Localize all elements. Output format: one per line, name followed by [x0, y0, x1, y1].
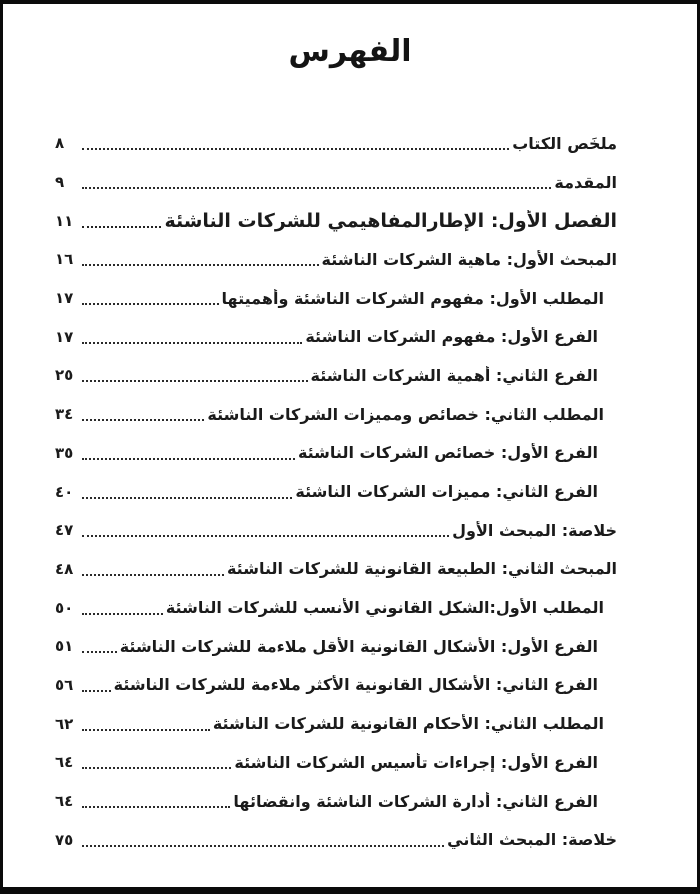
toc-entry	[55, 666, 617, 705]
toc-entry-page-number: ٥٠	[55, 598, 74, 617]
toc-entry-label: الفرع الأول: مفهوم الشركات الناشئة	[305, 327, 598, 347]
dot-leader	[82, 380, 308, 382]
toc-entry-page-number: ٣٤	[55, 405, 74, 424]
toc-entry-page-number: ٥١	[55, 637, 74, 656]
dot-leader	[82, 729, 210, 731]
dot-leader	[82, 226, 161, 228]
toc-entry-label: المطلب الأول: مفهوم الشركات الناشئة وأهميتها	[221, 288, 604, 308]
toc-entry-label: المطلب الثاني: الأحكام القانونية للشركات الناشئة	[212, 714, 604, 734]
toc-entry-label: الفرع الثاني: مميزات الشركات الناشئة	[295, 482, 598, 502]
toc-entry	[55, 820, 617, 859]
dot-leader	[82, 303, 219, 305]
toc-entry	[55, 472, 617, 511]
toc-entry	[55, 627, 617, 666]
toc-entry-page-number: ٦٢	[55, 714, 74, 733]
dot-leader	[82, 613, 163, 615]
toc-entry-page-number: ٦٤	[55, 792, 74, 811]
toc-entry-label: خلاصة: المبحث الأول	[452, 520, 617, 540]
dot-leader	[82, 497, 292, 499]
toc-entry	[55, 279, 617, 318]
toc-entry-page-number: ٥٦	[55, 675, 74, 694]
toc-entry	[55, 395, 617, 434]
toc-entry	[55, 201, 617, 240]
toc-entry	[55, 240, 617, 279]
toc-entry-label: خلاصة: المبحث الثاني	[447, 830, 617, 850]
toc-entry	[55, 588, 617, 627]
toc-entry-page-number: ٩	[55, 173, 65, 192]
toc-entry-label: الفرع الأول: خصائص الشركات الناشئة	[297, 443, 598, 463]
toc-entry-label: الفرع الأول: الأشكال القانونية الأقل ملاءمة للشركات الناشئة	[119, 636, 598, 656]
toc-entry-label: المبحث الثاني: الطبيعة القانونية للشركات الناشئة	[226, 559, 617, 579]
toc-entry-label: المقدمة	[554, 172, 617, 192]
toc-entry	[55, 550, 617, 589]
toc-entry-label: الفرع الثاني: أهمية الشركات الناشئة	[310, 365, 598, 385]
toc-entry-page-number: ١٦	[55, 250, 74, 269]
dot-leader	[82, 845, 444, 847]
toc-entry-label: المطلب الثاني: خصائص ومميزات الشركات الناشئة	[207, 404, 604, 424]
toc-entry-page-number: ٣٥	[55, 443, 74, 462]
toc-entry-page-number: ٧٥	[55, 830, 74, 849]
dot-leader	[82, 419, 204, 421]
toc-entry-page-number: ٨	[55, 134, 65, 153]
toc-entry-label: الفصل الأول: الإطارالمفاهيمي للشركات الناشئة	[164, 209, 617, 232]
dot-leader	[82, 535, 449, 537]
toc-entry-label: ملخَص الكتاب	[512, 133, 617, 153]
dot-leader	[82, 574, 224, 576]
dot-leader	[82, 458, 295, 460]
toc-entry-page-number: ٤٧	[55, 521, 74, 540]
toc-entry-label: الفرع الثاني: أدارة الشركات الناشئة وانقضائها	[233, 791, 598, 811]
toc-entry	[55, 511, 617, 550]
toc-entry-page-number: ١٧	[55, 327, 74, 346]
toc-entry-page-number: ١٧	[55, 289, 74, 308]
page-title: الفهرس	[288, 34, 412, 69]
toc-entry-page-number: ٤٠	[55, 482, 74, 501]
dot-leader	[82, 264, 319, 266]
toc-entry-label: الفرع الأول: إجراءات تأسيس الشركات الناشئة	[234, 752, 598, 772]
toc-entry-label: المطلب الأول:الشكل القانوني الأنسب للشركات الناشئة	[165, 598, 604, 618]
toc-entry-page-number: ١١	[55, 211, 74, 230]
toc-entry	[55, 124, 617, 163]
dot-leader	[82, 342, 302, 344]
toc-entry-page-number: ٦٤	[55, 753, 74, 772]
toc-entry-page-number: ٤٨	[55, 559, 74, 578]
dot-leader	[82, 806, 230, 808]
dot-leader	[82, 148, 509, 150]
toc-entry	[55, 704, 617, 743]
dot-leader	[82, 767, 231, 769]
toc-entry	[55, 163, 617, 202]
toc-entry	[55, 356, 617, 395]
dot-leader	[82, 187, 551, 189]
dot-leader	[82, 651, 117, 653]
toc-entry-label: الفرع الثاني: الأشكال القانونية الأكثر ملاءمة للشركات الناشئة	[113, 675, 598, 695]
dot-leader	[82, 690, 111, 692]
toc-entry	[55, 434, 617, 473]
toc-entry-page-number: ٢٥	[55, 366, 74, 385]
toc-list	[3, 124, 697, 859]
toc-entry	[55, 317, 617, 356]
toc-entry-label: المبحث الأول: ماهية الشركات الناشئة	[321, 249, 617, 269]
toc-entry	[55, 743, 617, 782]
toc-entry	[55, 782, 617, 821]
